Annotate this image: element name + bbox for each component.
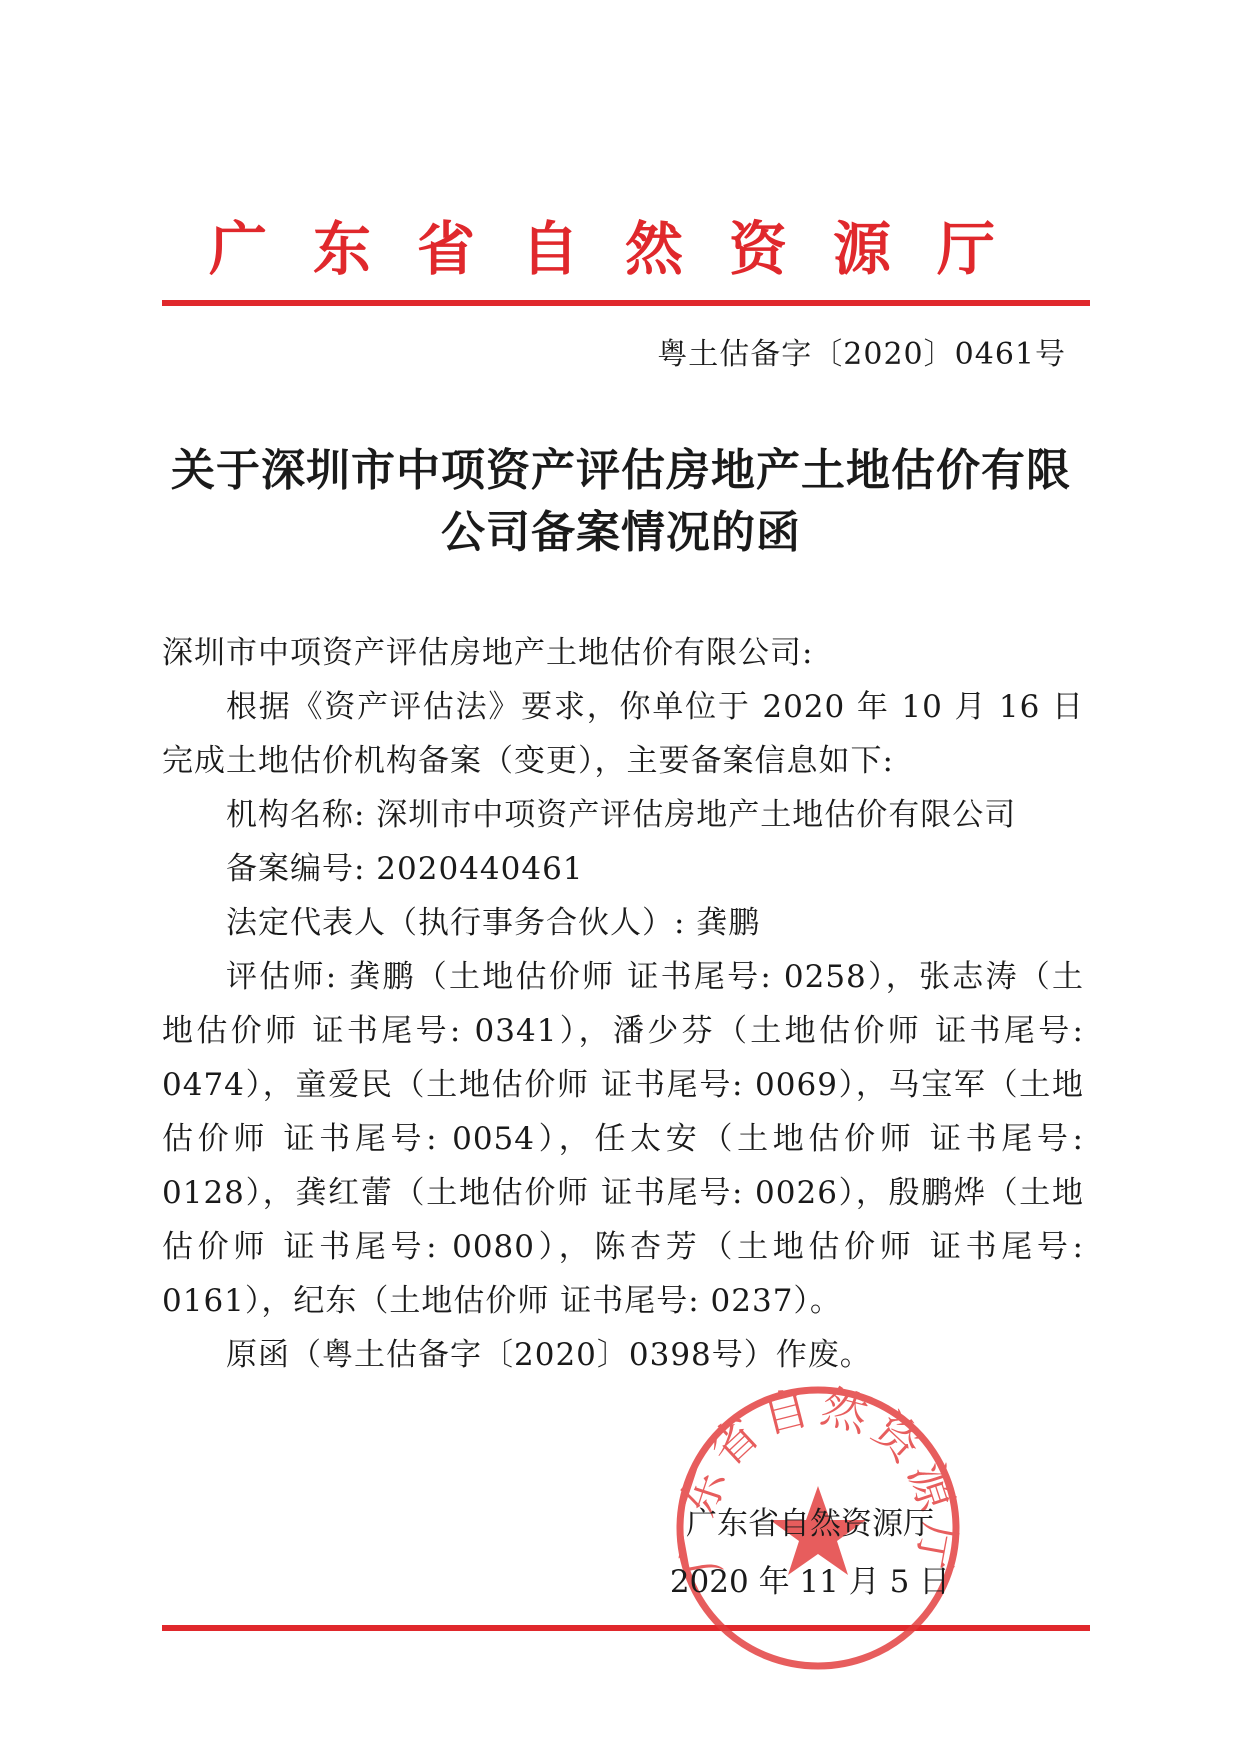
signing-organization: 广东省自然资源厅: [686, 1506, 934, 1542]
void-notice: 原函（粤土估备字〔2020〕0398号）作废。: [226, 1337, 872, 1373]
title-line-2: 公司备案情况的函: [441, 507, 801, 558]
signoff-block: [660, 1495, 960, 1611]
legal-representative-line: 法定代表人（执行事务合伙人）: 龚鹏: [226, 905, 761, 941]
title-line-1: 关于深圳市中项资产评估房地产土地估价有限: [171, 445, 1071, 496]
letterhead-title: 广东省自然资源厅: [208, 215, 1041, 283]
org-name-line: 机构名称: 深圳市中项资产评估房地产土地估价有限公司: [226, 797, 1017, 833]
appraisers-paragraph: 评估师: 龚鹏（土地估价师 证书尾号: 0258），张志涛（土地估价师 证书尾号: 0341），潘少芬（土地估价师 证书尾号: 0474），童爱民（土地估价师 证书尾号: 0069），马宝军（土地估价师 证书尾号: 0054），任太安（土地估价师 证书尾号: 0128），龚红蕾（土地估价师 证书尾号: 0026），殷鹏烨（土地估价师 证书尾号: 0080），陈杏芳（土地估价师 证书尾号: 0161），纪东（土地估价师 证书尾号: 0237）。: [162, 959, 1084, 1319]
document-title: [160, 440, 1082, 564]
document-number: 粤土估备字〔2020〕0461号: [657, 337, 1066, 372]
signing-date: 2020 年 11 月 5 日: [669, 1564, 951, 1600]
paragraph-intro: 根据《资产评估法》要求，你单位于 2020 年 10 月 16 日完成土地估价机构备案（变更），主要备案信息如下:: [162, 689, 1084, 779]
addressee: 深圳市中项资产评估房地产土地估价有限公司:: [162, 635, 814, 671]
letterhead-red-rule: [162, 300, 1090, 306]
registration-number-line: 备案编号: 2020440461: [226, 851, 584, 887]
document-body: [162, 626, 1084, 1382]
seal-text: 广东省自然资源厅: [668, 1378, 968, 1580]
